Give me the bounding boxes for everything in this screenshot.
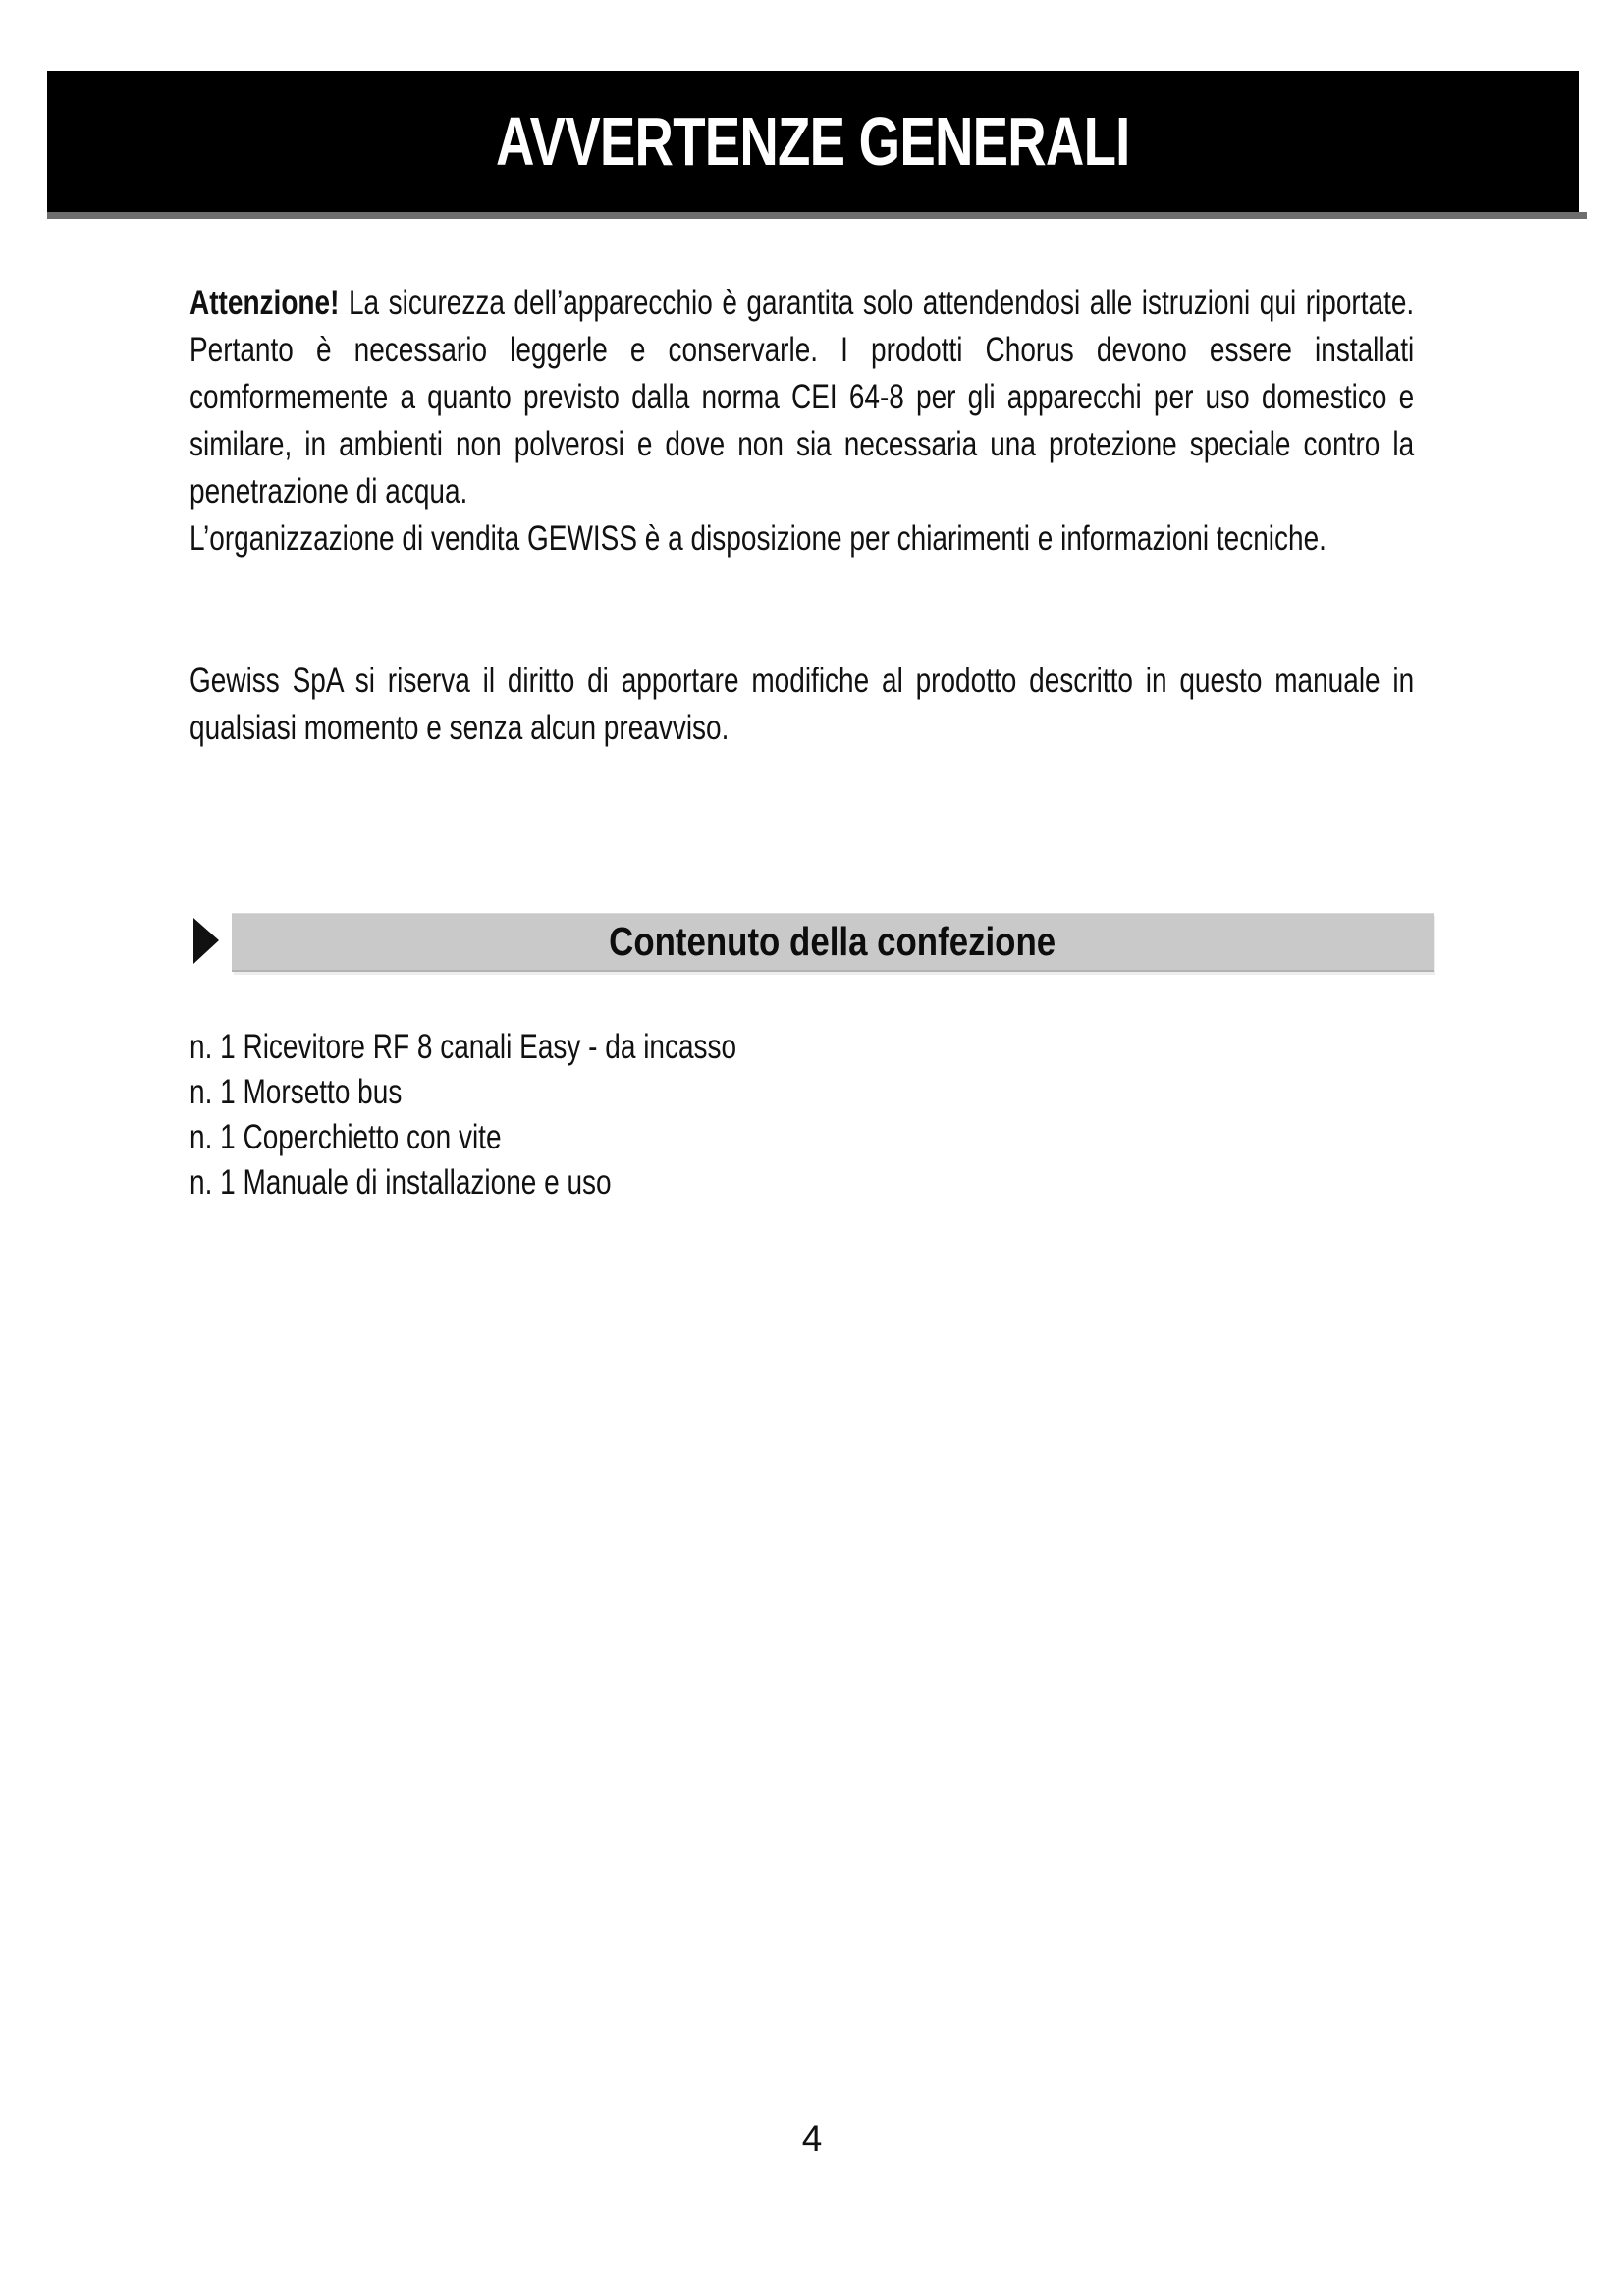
list-item: n. 1 Manuale di installazione e uso (189, 1163, 612, 1201)
page-number: 4 (801, 2118, 823, 2159)
list-item: n. 1 Ricevitore RF 8 canali Easy - da incasso (189, 1028, 737, 1066)
sales-note-paragraph (189, 515, 1414, 562)
package-contents-list (189, 1025, 1414, 1205)
header-banner (47, 71, 1579, 212)
warning-paragraph (189, 280, 1414, 515)
page-title: AVVERTENZE GENERALI (496, 103, 1130, 180)
section-arrow-icon (193, 918, 219, 964)
disclaimer-paragraph (189, 658, 1414, 752)
warning-lead: Attenzione! (189, 284, 340, 322)
sales-note-text: L’organizzazione di vendita GEWISS è a disposizione per chiarimenti e informazioni tecniche. (189, 519, 1326, 558)
list-item: n. 1 Morsetto bus (189, 1073, 403, 1111)
section-title: Contenuto della confezione (609, 919, 1056, 964)
section-title-bar (232, 913, 1434, 972)
body-text-block (189, 280, 1414, 752)
list-item: n. 1 Coperchietto con vite (189, 1118, 502, 1156)
disclaimer-text: Gewiss SpA si riserva il diritto di apportare modifiche al prodotto descritto in questo manuale in qualsiasi momento e senza alcun preavviso. (189, 662, 1415, 747)
warning-text: La sicurezza dell’apparecchio è garantita solo attendendosi alle istruzioni qui riportate. Pertanto è necessario leggerle e conservarle. I prodotti Chorus devono essere installati comformemente a quanto previsto dalla norma CEI 64-8 per gli apparecchi per uso domestico e similare, in ambienti non polverosi e dove non sia necessaria una protezione speciale contro la penetrazione di acqua. (189, 284, 1415, 510)
